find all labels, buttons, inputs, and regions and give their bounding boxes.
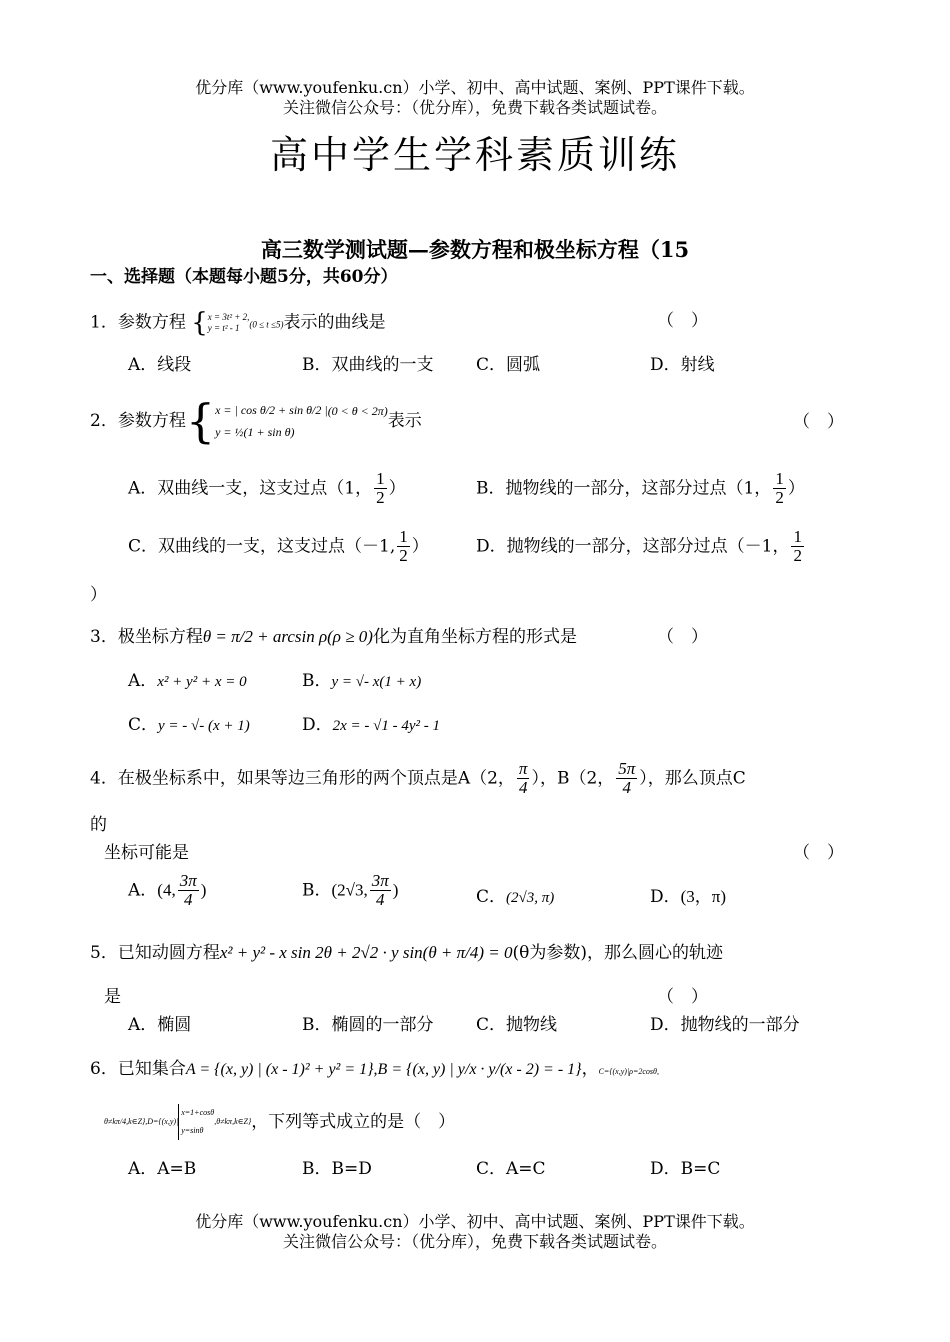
q4-text4: 的: [90, 815, 107, 835]
q3-option-c: [128, 714, 250, 737]
q3-a-eq: x² + y² + x = 0: [157, 674, 247, 690]
q4-a-part2: ): [200, 880, 207, 900]
q2-b-den: 2: [775, 488, 784, 507]
q2-d-num: 1: [793, 527, 802, 546]
q4-b-part2: ): [392, 880, 399, 900]
q2-option-c-text: C．双曲线的一支，这支过点（－1,: [128, 536, 396, 557]
q5-number: 5．: [90, 943, 118, 963]
q4-option-c: [476, 886, 554, 909]
q1-post: 表示的曲线是: [283, 312, 386, 333]
q4-c-label: C．: [476, 887, 507, 907]
q2-option-c: [128, 528, 429, 565]
q4-option-d: [650, 886, 726, 908]
question-3: [90, 626, 577, 648]
q1-option-b: B．双曲线的一支: [302, 355, 434, 375]
q2-b-num: 1: [775, 469, 784, 488]
q2-d-close: ）: [90, 585, 107, 605]
q6-set-d-eq1: x=1+cosθ: [181, 1108, 215, 1117]
q6-set-d-eq2: y=sinθ: [181, 1126, 204, 1135]
q4-d-label: D．: [650, 887, 681, 907]
q4-text2: ），B（2，: [531, 768, 615, 789]
question-2: [90, 394, 422, 448]
q2-option-a: [128, 470, 406, 507]
q2-b-close: ）: [787, 478, 805, 499]
subtitle: 高三数学测试题—参数方程和极坐标方程（15: [260, 237, 690, 262]
q4-number: 4．: [90, 768, 118, 789]
q2-option-d-text: D．抛物线的一部分，这部分过点（－1，: [476, 536, 790, 557]
q2-b-fraction: [773, 470, 786, 507]
q5-text1: 已知动圆方程: [117, 943, 220, 963]
q2-answer-paren: （ ）: [793, 412, 844, 432]
q3-b-label: B．: [302, 671, 332, 691]
footer-line-1: 优分库（www.youfenku.cn）小学、初中、高中试题、案例、PPT课件下载。: [195, 1212, 755, 1231]
q3-option-d: [302, 714, 440, 737]
q5-option-c: C．抛物线: [476, 1015, 558, 1035]
header-line-2: 关注微信公众号：（优分库），免费下载各类试题试卷。: [282, 98, 667, 117]
q6-option-b: B．B=D: [302, 1159, 372, 1179]
q3-a-label: A．: [128, 671, 158, 691]
question-5: [90, 942, 723, 964]
q2-a-den: 2: [376, 488, 385, 507]
q1-system: [208, 312, 250, 334]
q3-pre: 极坐标方程: [117, 627, 203, 647]
q4-option-b: [302, 872, 398, 909]
q2-option-b-text: B．抛物线的一部分，这部分过点（1，: [476, 478, 772, 499]
q1-number: 1．: [90, 312, 118, 333]
q2-number: 2．: [90, 411, 118, 431]
q6-line2: [104, 1104, 455, 1140]
q6-option-a: A．A=B: [128, 1159, 197, 1179]
q2-d-fraction: [791, 528, 804, 565]
q2-eq2: y = ½(1 + sin θ): [215, 425, 295, 439]
q3-d-label: D．: [302, 715, 333, 735]
q4-a-den: 4: [183, 890, 193, 909]
q5-answer-paren: （ ）: [657, 987, 708, 1007]
q3-number: 3．: [90, 627, 118, 647]
q6-text2: ，下列等式成立的是（ ）: [251, 1112, 456, 1132]
q4-frac2-num: 5π: [618, 759, 636, 778]
q6-set-c-cont: θ≠kπ/4,k∈Z},D={(x,y)|: [104, 1117, 179, 1126]
q6-option-c: C．A=C: [476, 1159, 546, 1179]
q6-set-d-cond: ,θ≠kπ,k∈Z}: [214, 1117, 252, 1126]
q4-a-part1: (4,: [157, 880, 176, 900]
q2-a-fraction: [374, 470, 387, 507]
q4-c-value: (2√3, π): [506, 890, 555, 906]
header-line-1: 优分库（www.youfenku.cn）小学、初中、高中试题、案例、PPT课件下载。: [195, 78, 755, 97]
q2-condition: (0 < θ < 2π): [327, 404, 388, 418]
q4-option-a: [128, 872, 206, 909]
q2-system: [215, 399, 328, 443]
q1-pre: 参数方程: [117, 312, 186, 333]
q4-b-part1: (2√3,: [331, 880, 368, 900]
q1-option-c: C．圆弧: [476, 355, 541, 375]
q1-condition: (0 ≤ t ≤5): [249, 319, 284, 330]
q2-a-num: 1: [376, 469, 385, 488]
q6-number: 6．: [90, 1059, 118, 1079]
q6-set-c: C={(x,y)|ρ=2cosθ,: [598, 1067, 659, 1076]
q2-option-a-text: A．双曲线一支，这支过点（1，: [128, 478, 373, 499]
q4-frac1-den: 4: [518, 778, 528, 797]
q3-option-b: [302, 670, 421, 693]
q3-post: 化为直角坐标方程的形式是: [372, 627, 577, 647]
q5-equation: x² + y² - x sin 2θ + 2√2 · y sin(θ + π/4) = 0: [219, 943, 513, 962]
q6-comma: ，: [581, 1059, 599, 1079]
q6-set-a: A = {(x, y) | (x - 1)² + y² = 1},: [185, 1061, 378, 1078]
q4-text1: 在极坐标系中，如果等边三角形的两个顶点是A（2，: [117, 768, 515, 789]
q5-option-d: D．抛物线的一部分: [650, 1015, 800, 1035]
q2-c-fraction: [397, 528, 410, 565]
page-title: 高中学生学科素质训练: [269, 133, 680, 177]
q2-option-b: [476, 470, 805, 507]
q4-answer-paren: （ ）: [793, 843, 844, 863]
q4-b-label: B．: [302, 880, 332, 901]
q2-c-den: 2: [399, 546, 408, 565]
q2-pre: 参数方程: [117, 411, 186, 431]
question-1: [90, 310, 386, 336]
q3-equation: θ = π/2 + arcsin ρ(ρ ≥ 0): [202, 627, 373, 646]
q1-brace: {: [191, 308, 208, 338]
question-4: [90, 760, 746, 797]
q1-answer-paren: （ ）: [657, 311, 708, 331]
q4-frac2: [616, 760, 637, 797]
q2-eq1: x = | cos θ/2 + sin θ/2 |: [215, 403, 328, 417]
q2-post: 表示: [387, 411, 422, 431]
q1-eq1: x = 3t² + 2,: [207, 312, 250, 322]
q3-d-eq: 2x = - √1 - 4y² - 1: [332, 718, 441, 734]
q2-a-close: ）: [388, 478, 406, 499]
q2-d-den: 2: [793, 546, 802, 565]
q2-c-close: ）: [411, 536, 429, 557]
q5-text3: 是: [104, 987, 121, 1007]
q4-a-num: 3π: [179, 871, 197, 890]
footer-line-2: 关注微信公众号：（优分库），免费下载各类试题试卷。: [282, 1232, 667, 1251]
q4-a-label: A．: [128, 880, 158, 901]
q4-b-fraction: [370, 872, 391, 909]
q4-frac1-num: π: [518, 759, 528, 778]
q6-set-b: B = {(x, y) | y/x · y/(x - 2) = - 1}: [377, 1061, 582, 1078]
q3-c-label: C．: [128, 715, 159, 735]
q2-c-num: 1: [399, 527, 408, 546]
q4-d-value: (3，π): [680, 887, 727, 906]
q5-option-a: A．椭圆: [128, 1015, 192, 1035]
q2-brace: {: [185, 394, 216, 448]
q4-b-den: 4: [376, 890, 385, 909]
q2-option-d: [476, 528, 806, 565]
q1-option-d: D．射线: [650, 355, 715, 375]
q3-answer-paren: （ ）: [657, 627, 708, 647]
q5-option-b: B．椭圆的一部分: [302, 1015, 434, 1035]
q1-eq2: y = t² - 1: [207, 323, 240, 333]
q4-b-num: 3π: [371, 871, 389, 890]
question-6: [90, 1058, 659, 1083]
section-heading: 一、选择题（本题每小题5分，共60分）: [90, 267, 398, 287]
q4-text3: ），那么顶点C: [639, 768, 746, 789]
q3-b-eq: y = √- x(1 + x): [331, 674, 422, 690]
q1-option-a: A．线段: [128, 355, 192, 375]
q5-text2: (θ为参数)，那么圆心的轨迹: [512, 943, 724, 963]
q4-frac2-den: 4: [622, 778, 632, 797]
q3-option-a: [128, 670, 247, 693]
q6-text1: 已知集合: [117, 1059, 186, 1079]
q4-text5: 坐标可能是: [104, 843, 189, 863]
q4-a-fraction: [178, 872, 199, 909]
q4-frac1: [517, 760, 530, 797]
q6-option-d: D．B=C: [650, 1159, 721, 1179]
q3-c-eq: y = - √- (x + 1): [158, 718, 250, 734]
q6-set-d-system: [178, 1104, 214, 1140]
